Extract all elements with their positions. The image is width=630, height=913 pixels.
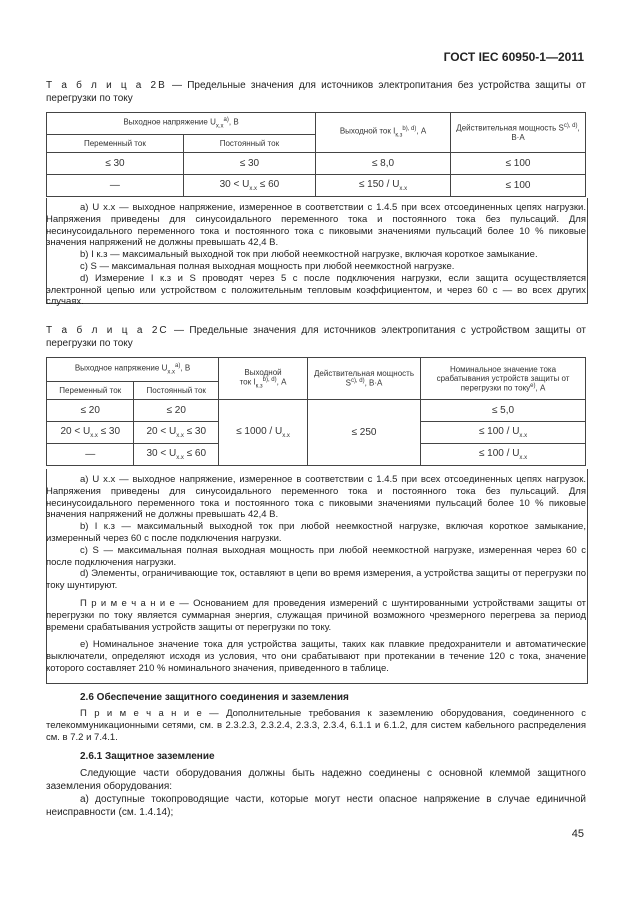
t2c-header-dc: Постоянный ток <box>134 382 219 400</box>
note-primechanie: П р и м е ч а н и е — Основанием для проведения измерений с шунтированными устройствами защиты от перегрузки по току является суммарная энергия, служащая причиной возможного чрезмерного перегрева за период времени срабатывания устройств защиты от перегрузки по току. <box>46 597 586 633</box>
note-c: c) S — максимальная полная выходная мощность при любой неемкостной нагрузке. <box>80 260 455 272</box>
note-d: d) Элементы, ограничивающие ток, оставляют в цепи во время измерения, а устройства защиты от перегрузки по току шунтируют. <box>46 568 586 592</box>
t2c-header-voltage: Выходное напряжение $U_{х.х}^{а)}$, В <box>47 358 219 382</box>
t2b-cell: ≤ 30 <box>183 153 315 175</box>
t2c-header-ac: Переменный ток <box>47 382 134 400</box>
note-a: а) U х.х — выходное напряжение, измеренное в соответствии с 1.4.5 при всех отсоединенных цепях нагрузки. Напряжения приведены для синусоидального переменного тока и постоянного тока без пульсаций. Для несинусоидального переменного тока и постоянного тока с пиковыми значениями пульсаций более 10 % пиковые значения напряжений не должны превышать 42,4 В. <box>46 202 586 249</box>
table-row <box>47 153 586 175</box>
page-number: 45 <box>571 828 584 840</box>
t2b-header-ac: Переменный ток <box>47 135 184 153</box>
note-b: b) I к.з — максимальный выходной ток при любой неемкостной нагрузке, включая короткое замыкание, измеренный через 60 с после подключения нагрузки. <box>46 521 586 544</box>
subsection-heading: 2.6.1 Защитное заземление <box>80 751 215 762</box>
t2c-cell: ≤ 20 <box>47 400 134 422</box>
t2c-cell: ≤ $100 / U_{х.х}$ <box>421 422 586 444</box>
t2b-header-voltage: Выходное напряжение $U_{х.х}^{а)}$, В <box>47 113 316 135</box>
t2c-header-current: Выходной ток $I_{к.з}^{b), d)}$, А <box>219 358 308 400</box>
table-2c-label: Т а б л и ц а 2С <box>46 325 169 336</box>
paragraph: Следующие части оборудования должны быть надежно соединены с основной клеммой защитного заземления оборудования: <box>46 768 586 792</box>
t2b-header-power: Действительная мощность $S^{c), d)}$, В·А <box>451 113 586 153</box>
t2b-cell: ≤ 100 <box>451 175 586 197</box>
section-2-6 <box>46 691 586 819</box>
t2b-cell: $30 < U_{х.х} \le 60$ <box>183 175 315 197</box>
t2c-cell: $20 < U_{х.х} \le 30$ <box>47 422 134 444</box>
note-e: е) Номинальное значение тока для устройства защиты, таких как плавкие предохранители и автоматические выключатели, определяют исходя из условия, что они срабатывают при протекании в течение 120 с тока, значение которого составляет 210 % номинального значения, приведенного в таблице. <box>46 639 586 674</box>
t2c-cell: ≤ 20 <box>134 400 219 422</box>
t2c-cell: ≤ $100 / U_{х.х}$ <box>421 444 586 466</box>
table-2c-notes <box>46 474 586 675</box>
t2b-header-current: Выходной ток $I_{к.з}^{b), d)}$, А <box>316 113 451 153</box>
t2b-cell: ≤ 8,0 <box>316 153 451 175</box>
t2c-cell-current: ≤ $1000 / U_{х.х}$ <box>219 400 308 466</box>
t2c-cell: — <box>47 444 134 466</box>
t2c-cell: ≤ 5,0 <box>421 400 586 422</box>
table-2c <box>46 357 586 466</box>
table-2c-caption <box>46 325 586 350</box>
table-2b <box>46 112 586 197</box>
table-row <box>47 175 586 197</box>
t2b-cell: ≤ 30 <box>47 153 184 175</box>
t2c-cell-power: ≤ 250 <box>308 400 421 466</box>
table-row <box>47 400 586 422</box>
section-heading: 2.6 Обеспечение защитного соединения и заземления <box>80 692 349 703</box>
table-2b-caption-text: — Предельные значения для источников электропитания без устройства защиты от перегрузки по току <box>46 80 586 104</box>
t2c-header-power: Действительная мощность $S^{c), d)}$, В·А <box>308 358 421 400</box>
table-2b-label: Т а б л и ц а 2В <box>46 80 167 91</box>
t2b-header-dc: Постоянный ток <box>183 135 315 153</box>
t2c-cell: $30 < U_{х.х} \le 60$ <box>134 444 219 466</box>
note-c: c) S — максимальная полная выходная мощность при любой неемкостной нагрузке, измеренная через 60 с после подключения нагрузки. <box>46 544 586 568</box>
t2c-cell: $20 < U_{х.х} \le 30$ <box>134 422 219 444</box>
standard-header: ГОСТ IEC 60950-1—2011 <box>443 50 584 64</box>
section-note: П р и м е ч а н и е — Дополнительные требования к заземлению оборудования, соединенного с телекоммуникационными сетями, см. в 2.3.2.3, 2.3.2.4, 2.3.3, 2.3.4, 6.1.1 и 6.1.2, для систем кабельного распределения см. в 7.2 и 7.4.1. <box>46 708 586 743</box>
t2b-cell: ≤ $150 / U_{х.х}$ <box>316 175 451 197</box>
table-2c-caption-text: — Предельные значения для источников электропитания с устройством защиты от перегрузки по току <box>46 325 586 349</box>
t2b-cell: ≤ 100 <box>451 153 586 175</box>
note-a: а) U х.х — выходное напряжение, измеренное в соответствии с 1.4.5 при всех отсоединенных цепях нагрузок. Напряжения приведены для синусоидального переменного тока и постоянного тока без пульсаций. Для несинусоидального переменного тока и постоянного тока с пиковыми значениями пульсаций более 10 % пиковые значения напряжений не должны превышать 42,4 В. <box>46 474 586 521</box>
t2b-cell: — <box>47 175 184 197</box>
note-d: d) Измерение I к.з и S проводят через 5 с после подключения нагрузки, если защита осуществляется электронной цепью или устройством с положительным тепловым коэффициентом, и через 60 с — во всех других случаях. <box>46 272 586 308</box>
table-2b-caption <box>46 80 586 105</box>
paragraph: а) доступные токопроводящие части, которые могут нести опасное напряжение в случае единичной неисправности (см. 1.4.14); <box>46 794 586 818</box>
t2c-header-nominal: Номинальное значение тока срабатывания устройств защиты от перегрузки по току$^{е)}$, А <box>421 358 586 400</box>
table-2b-notes <box>46 202 586 308</box>
note-b: b) I к.з — максимальный выходной ток при любой неемкостной нагрузке, включая короткое замыкание. <box>80 249 538 261</box>
